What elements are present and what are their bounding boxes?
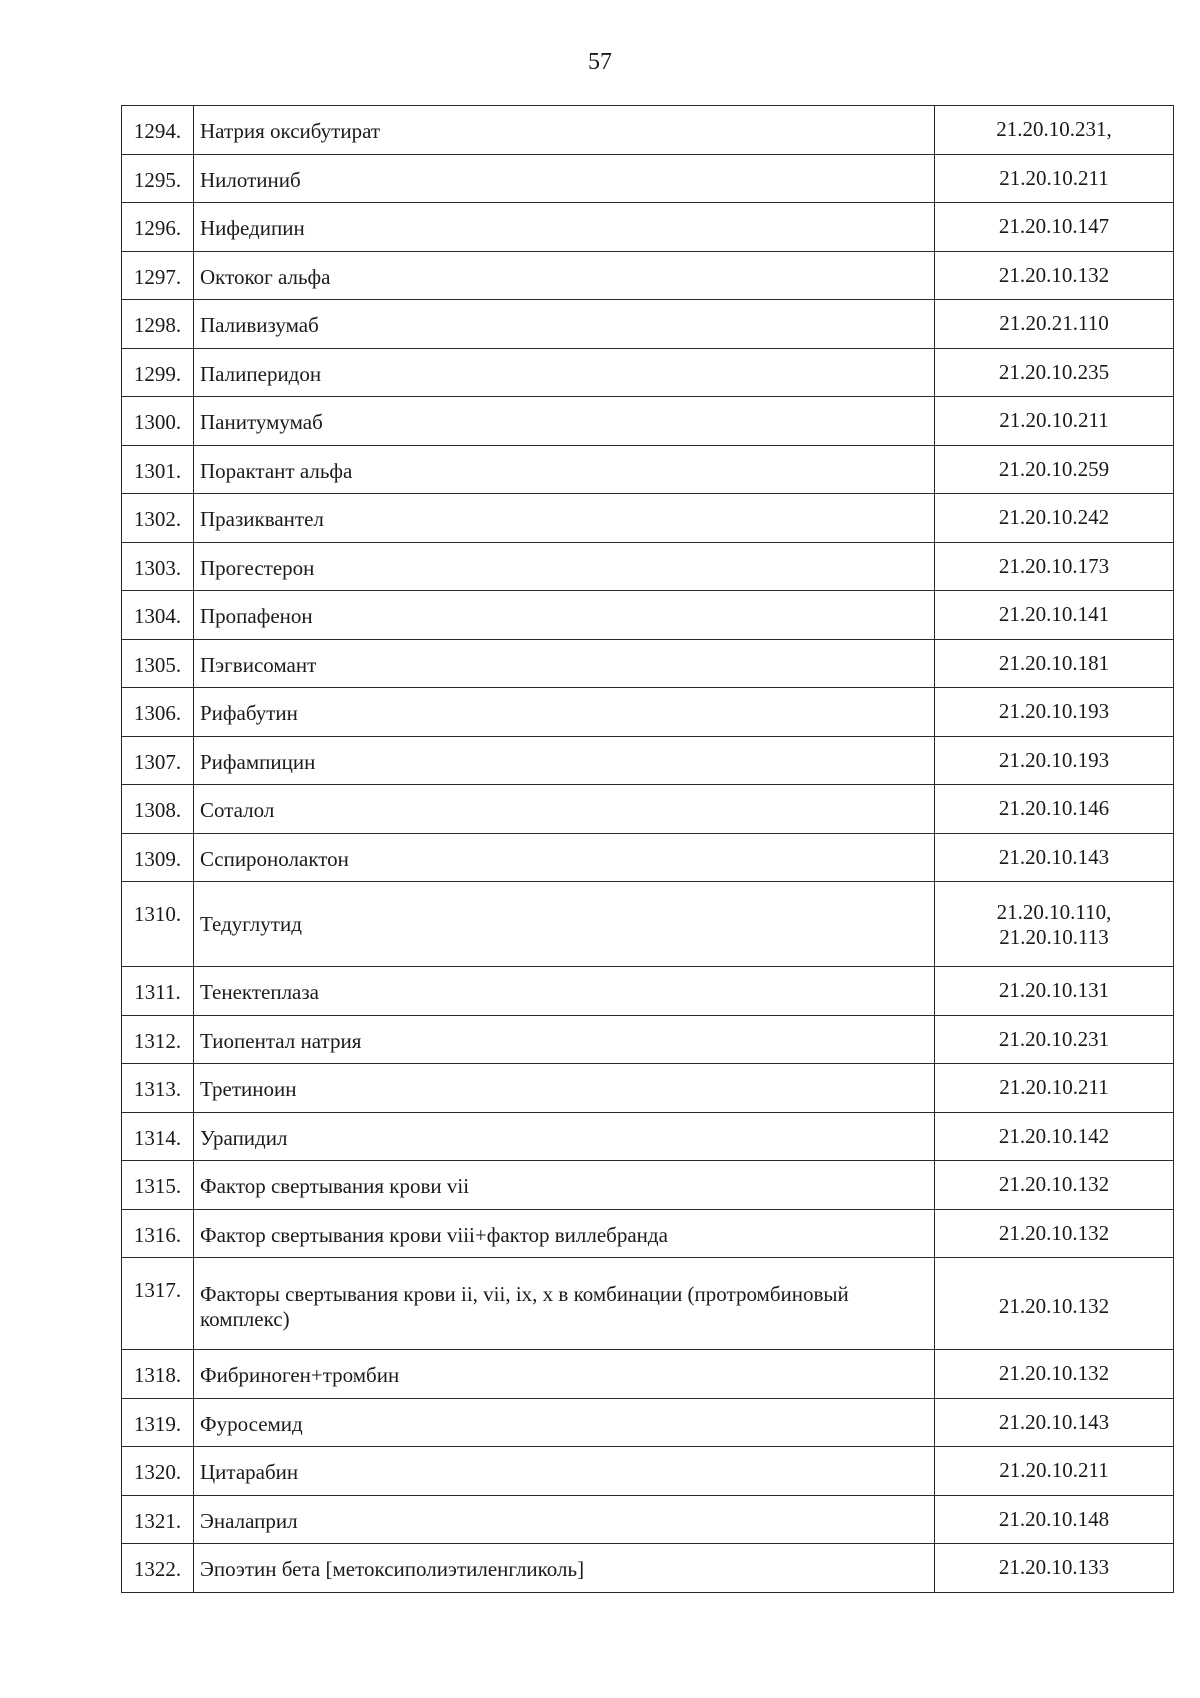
table-row xyxy=(122,833,1174,882)
table-row xyxy=(122,967,1174,1016)
row-number-cell: 1309. xyxy=(122,833,194,882)
row-number-cell: 1294. xyxy=(122,106,194,155)
row-number-cell: 1316. xyxy=(122,1209,194,1258)
table-row xyxy=(122,1064,1174,1113)
okpd-code-cell: 21.20.10.231, xyxy=(935,106,1174,155)
row-number-cell: 1307. xyxy=(122,736,194,785)
table-row xyxy=(122,251,1174,300)
drug-name-cell: Сспиронолактон xyxy=(194,833,935,882)
okpd-code-cell: 21.20.10.133 xyxy=(935,1544,1174,1593)
okpd-code-cell: 21.20.10.211 xyxy=(935,1064,1174,1113)
table-row xyxy=(122,1209,1174,1258)
row-number-cell: 1314. xyxy=(122,1112,194,1161)
drug-name-cell: Пропафенон xyxy=(194,591,935,640)
row-number-cell: 1303. xyxy=(122,542,194,591)
table-row xyxy=(122,542,1174,591)
drug-name-cell: Фактор свертывания крови viii+фактор виллебранда xyxy=(194,1209,935,1258)
table-row xyxy=(122,1112,1174,1161)
row-number-cell: 1295. xyxy=(122,154,194,203)
table-row xyxy=(122,154,1174,203)
row-number-cell: 1301. xyxy=(122,445,194,494)
row-number-cell: 1310. xyxy=(122,882,194,967)
drug-name-cell: Тенектеплаза xyxy=(194,967,935,1016)
okpd-code-cell: 21.20.10.142 xyxy=(935,1112,1174,1161)
drug-name-cell: Рифабутин xyxy=(194,688,935,737)
drug-name-cell: Фактор свертывания крови vii xyxy=(194,1161,935,1210)
okpd-code-cell: 21.20.10.131 xyxy=(935,967,1174,1016)
row-number-cell: 1308. xyxy=(122,785,194,834)
table-row xyxy=(122,639,1174,688)
okpd-code-line: 21.20.10.110, xyxy=(996,900,1112,924)
drug-name-cell: Празиквантел xyxy=(194,494,935,543)
row-number-cell: 1312. xyxy=(122,1015,194,1064)
drug-name-cell: Прогестерон xyxy=(194,542,935,591)
drug-name-cell: Панитумумаб xyxy=(194,397,935,446)
table-row xyxy=(122,736,1174,785)
row-number-cell: 1300. xyxy=(122,397,194,446)
okpd-code-cell: 21.20.10.132 xyxy=(935,1161,1174,1210)
okpd-code-line: 21.20.10.113 xyxy=(999,925,1109,949)
row-number-cell: 1321. xyxy=(122,1495,194,1544)
drug-name-cell: Октоког альфа xyxy=(194,251,935,300)
okpd-code-cell: 21.20.10.193 xyxy=(935,688,1174,737)
drug-name-cell: Тиопентал натрия xyxy=(194,1015,935,1064)
okpd-code-cell: 21.20.10.211 xyxy=(935,397,1174,446)
drug-name-cell: Эналаприл xyxy=(194,1495,935,1544)
drug-name-cell: Нифедипин xyxy=(194,203,935,252)
table-row xyxy=(122,1258,1174,1350)
table-row xyxy=(122,348,1174,397)
okpd-code-cell: 21.20.10.132 xyxy=(935,1258,1174,1350)
okpd-code-cell: 21.20.21.110 xyxy=(935,300,1174,349)
row-number-cell: 1313. xyxy=(122,1064,194,1113)
drug-name-cell: Натрия оксибутират xyxy=(194,106,935,155)
okpd-code-cell: 21.20.10.147 xyxy=(935,203,1174,252)
okpd-code-cell: 21.20.10.148 xyxy=(935,1495,1174,1544)
row-number-cell: 1322. xyxy=(122,1544,194,1593)
table-row xyxy=(122,1544,1174,1593)
okpd-code-cell xyxy=(935,882,1174,967)
drug-name-cell: Паливизумаб xyxy=(194,300,935,349)
okpd-code-cell: 21.20.10.143 xyxy=(935,1398,1174,1447)
table-body xyxy=(122,106,1174,1593)
okpd-code-cell: 21.20.10.181 xyxy=(935,639,1174,688)
okpd-code-cell: 21.20.10.259 xyxy=(935,445,1174,494)
okpd-code-cell: 21.20.10.132 xyxy=(935,251,1174,300)
table-row xyxy=(122,785,1174,834)
row-number-cell: 1319. xyxy=(122,1398,194,1447)
table-row xyxy=(122,397,1174,446)
drug-name-cell: Нилотиниб xyxy=(194,154,935,203)
row-number-cell: 1296. xyxy=(122,203,194,252)
okpd-code-cell: 21.20.10.211 xyxy=(935,154,1174,203)
drug-name-cell: Порактант альфа xyxy=(194,445,935,494)
drug-name-cell: Фибриноген+тромбин xyxy=(194,1350,935,1399)
row-number-cell: 1311. xyxy=(122,967,194,1016)
row-number-cell: 1299. xyxy=(122,348,194,397)
okpd-code-cell: 21.20.10.146 xyxy=(935,785,1174,834)
drug-name-cell: Цитарабин xyxy=(194,1447,935,1496)
drug-name-cell: Палиперидон xyxy=(194,348,935,397)
table-row xyxy=(122,203,1174,252)
page-number: 57 xyxy=(588,49,612,75)
row-number-cell: 1317. xyxy=(122,1258,194,1350)
okpd-code-cell: 21.20.10.242 xyxy=(935,494,1174,543)
drug-name-cell: Эпоэтин бета [метоксиполиэтиленгликоль] xyxy=(194,1544,935,1593)
drug-code-table xyxy=(121,105,1174,1593)
row-number-cell: 1318. xyxy=(122,1350,194,1399)
okpd-code-cell: 21.20.10.173 xyxy=(935,542,1174,591)
drug-name-cell: Третиноин xyxy=(194,1064,935,1113)
drug-name-cell: Тедуглутид xyxy=(194,882,935,967)
row-number-cell: 1304. xyxy=(122,591,194,640)
table-row xyxy=(122,688,1174,737)
table-row xyxy=(122,1398,1174,1447)
drug-name-cell: Соталол xyxy=(194,785,935,834)
row-number-cell: 1298. xyxy=(122,300,194,349)
row-number-cell: 1306. xyxy=(122,688,194,737)
okpd-code-cell: 21.20.10.235 xyxy=(935,348,1174,397)
okpd-code-cell: 21.20.10.132 xyxy=(935,1209,1174,1258)
row-number-cell: 1315. xyxy=(122,1161,194,1210)
drug-name-cell: Урапидил xyxy=(194,1112,935,1161)
table-row xyxy=(122,494,1174,543)
row-number-cell: 1320. xyxy=(122,1447,194,1496)
table-row xyxy=(122,1495,1174,1544)
table-row xyxy=(122,1161,1174,1210)
drug-name-cell: Факторы свертывания крови ii, vii, ix, x в комбинации (протромбиновый комплекс) xyxy=(194,1258,935,1350)
table-row xyxy=(122,106,1174,155)
drug-name-cell: Пэгвисомант xyxy=(194,639,935,688)
table-row xyxy=(122,1015,1174,1064)
table-row xyxy=(122,591,1174,640)
okpd-code-cell: 21.20.10.231 xyxy=(935,1015,1174,1064)
okpd-code-cell: 21.20.10.143 xyxy=(935,833,1174,882)
okpd-code-cell: 21.20.10.211 xyxy=(935,1447,1174,1496)
table-row xyxy=(122,882,1174,967)
table-row xyxy=(122,300,1174,349)
row-number-cell: 1305. xyxy=(122,639,194,688)
okpd-code-cell: 21.20.10.141 xyxy=(935,591,1174,640)
table-row xyxy=(122,1350,1174,1399)
row-number-cell: 1297. xyxy=(122,251,194,300)
drug-name-cell: Рифампицин xyxy=(194,736,935,785)
table-row xyxy=(122,1447,1174,1496)
okpd-code-cell: 21.20.10.193 xyxy=(935,736,1174,785)
drug-name-cell: Фуросемид xyxy=(194,1398,935,1447)
table-row xyxy=(122,445,1174,494)
row-number-cell: 1302. xyxy=(122,494,194,543)
okpd-code-cell: 21.20.10.132 xyxy=(935,1350,1174,1399)
